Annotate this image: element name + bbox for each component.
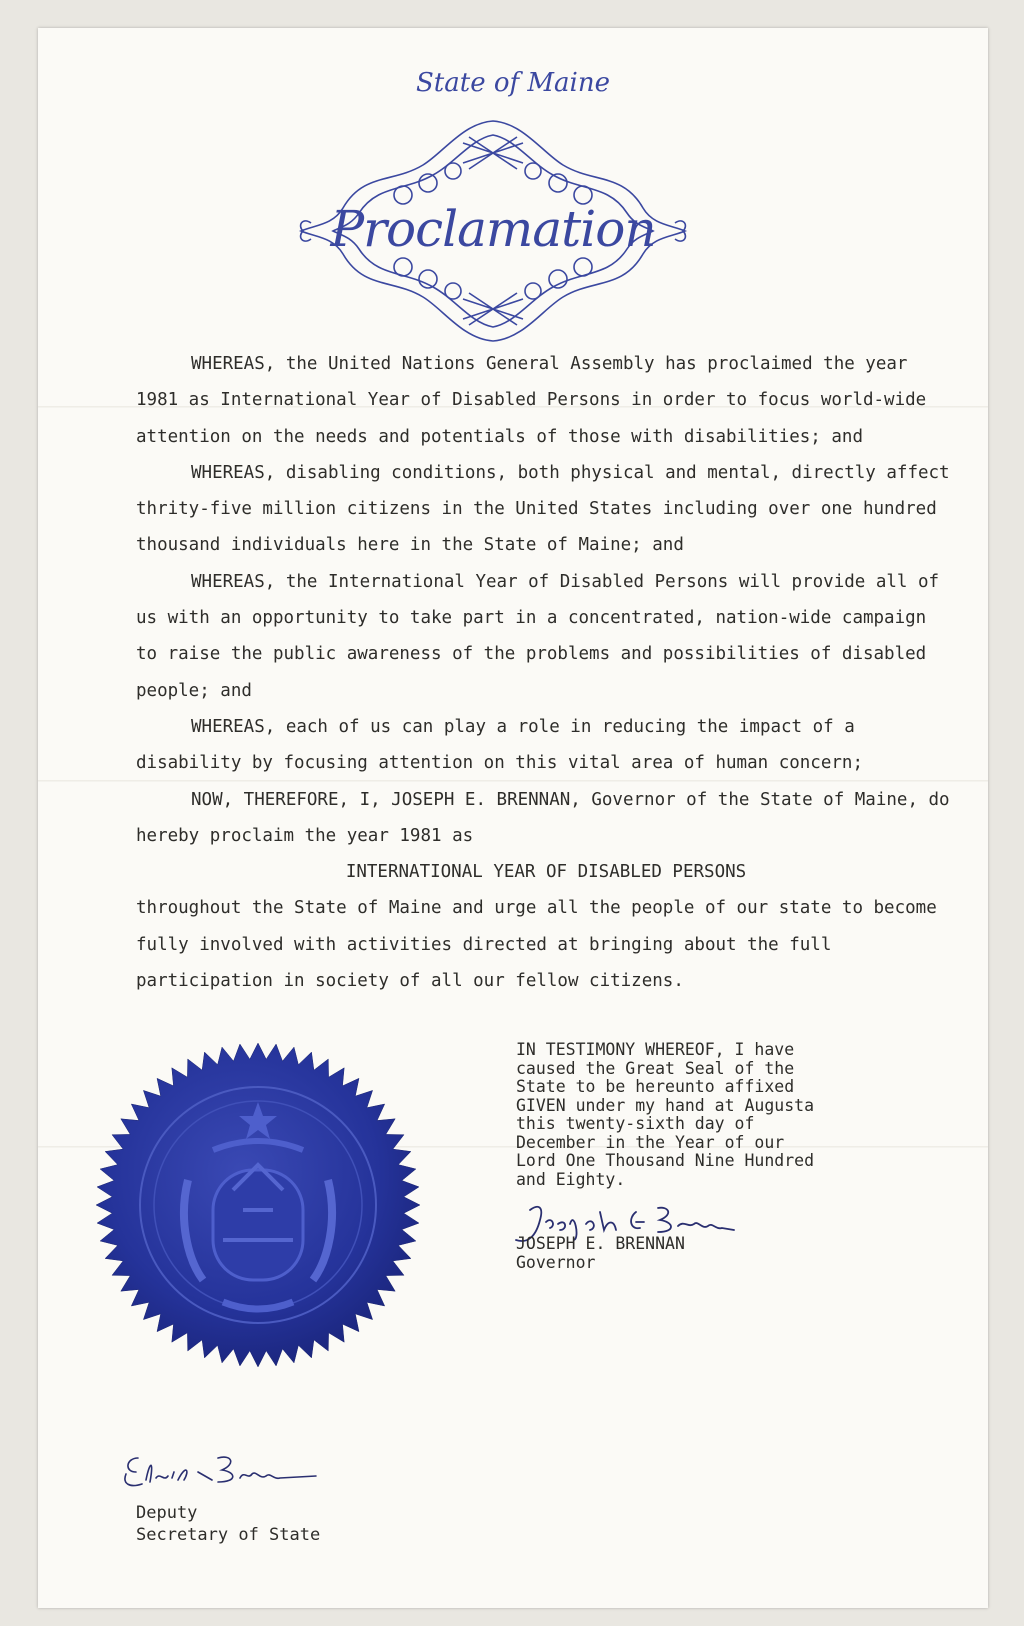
state-heading: State of Maine	[416, 68, 610, 98]
whereas-paragraph: WHEREAS, disabling conditions, both physical and mental, directly affect thrity-five million citizens in the United States including over one hundred thousand individuals here in the State of Maine; and	[136, 462, 950, 556]
proclamation-title: Proclamation	[330, 200, 656, 258]
governor-title: Governor	[516, 1253, 596, 1272]
governor-name: JOSEPH E. BRENNAN	[516, 1234, 685, 1253]
proclamation-document	[38, 28, 988, 1608]
proclamation-body	[136, 346, 956, 999]
governor-block	[516, 1234, 685, 1272]
secretary-title-line2: Secretary of State	[136, 1525, 321, 1545]
whereas-paragraph: WHEREAS, each of us can play a role in reducing the impact of a disability by focusing attention on this vital area of human concern;	[136, 716, 863, 774]
proclaimed-title: INTERNATIONAL YEAR OF DISABLED PERSONS	[345, 862, 747, 883]
secretary-title-line1: Deputy	[136, 1503, 198, 1523]
testimony-block: IN TESTIMONY WHEREOF, I have caused the Great Seal of the State to be hereunto affixed GIVEN under my hand at Augusta this twenty-sixth day of December in the Year of our Lord One Thousand Nine Hundred and Eighty.	[516, 1040, 815, 1189]
great-seal-icon	[93, 1040, 423, 1370]
therefore-paragraph: NOW, THEREFORE, I, JOSEPH E. BRENNAN, Governor of the State of Maine, do hereby proclaim the year 1981 as	[136, 789, 950, 846]
closing-paragraph: throughout the State of Maine and urge all the people of our state to become fully involved with activities directed at bringing about the full participation in society of all our fellow citizens.	[136, 898, 937, 992]
secretary-block	[136, 1502, 320, 1546]
whereas-paragraph: WHEREAS, the United Nations General Assembly has proclaimed the year 1981 as International Year of Disabled Persons in order to focus world-wide attention on the needs and potentials of those with disabilities; and	[136, 354, 927, 447]
secretary-signature-icon	[120, 1450, 320, 1496]
whereas-paragraph: WHEREAS, the International Year of Disabled Persons will provide all of us with an opportunity to take part in a concentrated, nation-wide campaign to raise the public awareness of the problems and possibilities of disabled people; and	[136, 571, 940, 701]
